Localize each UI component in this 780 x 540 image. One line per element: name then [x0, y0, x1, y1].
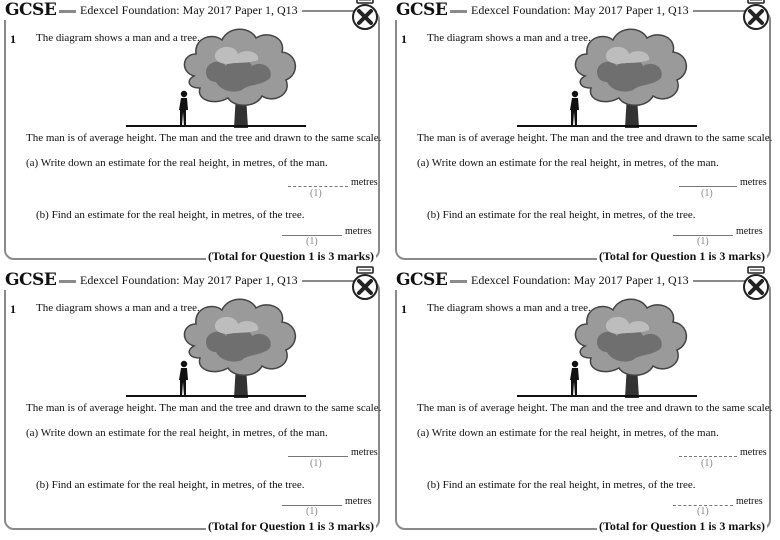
part-a-unit: metres	[740, 177, 767, 188]
question-number: 1	[401, 302, 407, 316]
paper-title: Edexcel Foundation: May 2017 Paper 1, Q13	[76, 3, 302, 18]
question-intro: The diagram shows a man and a tree.	[427, 32, 591, 44]
part-a-question: (a) Write down an estimate for the real height, in metres, of the man.	[26, 427, 328, 439]
subject-logo: GCSE	[393, 270, 450, 290]
man-silhouette	[176, 360, 190, 396]
question-intro: The diagram shows a man and a tree.	[427, 302, 591, 314]
part-a-question: (a) Write down an estimate for the real height, in metres, of the man.	[26, 157, 328, 169]
part-b-question: (b) Find an estimate for the real height, in metres, of the tree.	[36, 209, 305, 221]
question-card-2	[391, 0, 773, 262]
part-a-marks: (1)	[701, 458, 713, 469]
ground-line	[126, 125, 306, 127]
part-b-question: (b) Find an estimate for the real height, in metres, of the tree.	[36, 479, 305, 491]
question-total: (Total for Question 1 is 3 marks)	[207, 249, 374, 263]
scale-statement: The man is of average height. The man and the tree and drawn to the same scale.	[417, 132, 773, 144]
question-number: 1	[10, 302, 16, 316]
question-intro: The diagram shows a man and a tree.	[36, 32, 200, 44]
close-bin-icon[interactable]	[741, 0, 771, 32]
part-a-answer-line[interactable]	[679, 456, 737, 457]
ground-line	[517, 395, 697, 397]
part-b-unit: metres	[345, 226, 372, 237]
part-b-marks: (1)	[306, 236, 318, 247]
part-b-unit: metres	[736, 496, 763, 507]
title-rule	[56, 281, 78, 283]
part-a-answer-line[interactable]	[288, 186, 348, 187]
scale-statement: The man is of average height. The man and the tree and drawn to the same scale.	[26, 132, 382, 144]
tree-illustration	[567, 24, 693, 128]
part-b-marks: (1)	[306, 506, 318, 517]
question-card-3	[0, 270, 382, 532]
part-b-unit: metres	[736, 226, 763, 237]
part-b-marks: (1)	[697, 506, 709, 517]
question-intro: The diagram shows a man and a tree.	[36, 302, 200, 314]
scale-statement: The man is of average height. The man and the tree and drawn to the same scale.	[26, 402, 382, 414]
paper-title: Edexcel Foundation: May 2017 Paper 1, Q13	[76, 273, 302, 288]
tree-illustration	[176, 24, 302, 128]
part-a-unit: metres	[351, 447, 378, 458]
ground-line	[126, 395, 306, 397]
paper-title: Edexcel Foundation: May 2017 Paper 1, Q13	[467, 273, 693, 288]
question-number: 1	[401, 32, 407, 46]
part-a-marks: (1)	[310, 188, 322, 199]
part-a-answer-line[interactable]	[288, 456, 348, 457]
part-a-question: (a) Write down an estimate for the real height, in metres, of the man.	[417, 427, 719, 439]
title-rule	[447, 281, 469, 283]
part-a-answer-line[interactable]	[679, 186, 737, 187]
part-b-unit: metres	[345, 496, 372, 507]
part-a-marks: (1)	[310, 458, 322, 469]
scale-statement: The man is of average height. The man and the tree and drawn to the same scale.	[417, 402, 773, 414]
question-total: (Total for Question 1 is 3 marks)	[598, 249, 765, 263]
part-a-unit: metres	[351, 177, 378, 188]
man-silhouette	[567, 360, 581, 396]
close-bin-icon[interactable]	[350, 0, 380, 32]
subject-logo: GCSE	[393, 0, 450, 20]
paper-title: Edexcel Foundation: May 2017 Paper 1, Q13	[467, 3, 693, 18]
tree-illustration	[176, 294, 302, 398]
part-b-question: (b) Find an estimate for the real height, in metres, of the tree.	[427, 209, 696, 221]
close-bin-icon[interactable]	[741, 266, 771, 302]
subject-logo: GCSE	[2, 0, 59, 20]
part-a-question: (a) Write down an estimate for the real height, in metres, of the man.	[417, 157, 719, 169]
question-card-4	[391, 270, 773, 532]
question-card-1	[0, 0, 382, 262]
tree-illustration	[567, 294, 693, 398]
subject-logo: GCSE	[2, 270, 59, 290]
part-b-marks: (1)	[697, 236, 709, 247]
question-number: 1	[10, 32, 16, 46]
close-bin-icon[interactable]	[350, 266, 380, 302]
question-total: (Total for Question 1 is 3 marks)	[598, 519, 765, 533]
ground-line	[517, 125, 697, 127]
part-a-unit: metres	[740, 447, 767, 458]
part-a-marks: (1)	[701, 188, 713, 199]
title-rule	[447, 11, 469, 13]
question-total: (Total for Question 1 is 3 marks)	[207, 519, 374, 533]
man-silhouette	[567, 90, 581, 126]
man-silhouette	[176, 90, 190, 126]
title-rule	[56, 11, 78, 13]
part-b-question: (b) Find an estimate for the real height, in metres, of the tree.	[427, 479, 696, 491]
